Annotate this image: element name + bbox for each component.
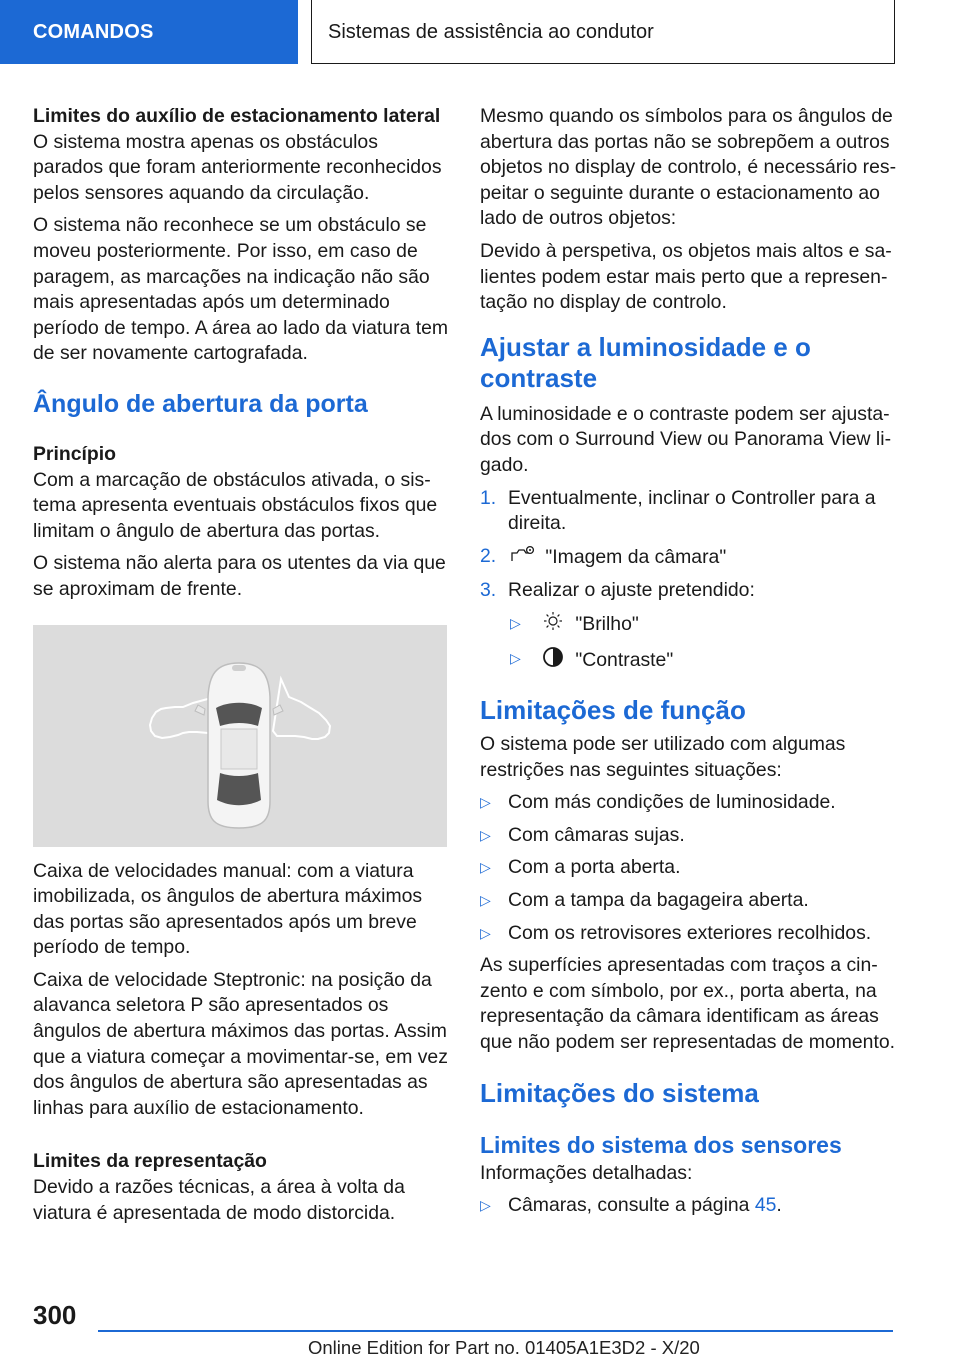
right-mirror xyxy=(273,705,283,715)
triangle-bullet-icon: ▷ xyxy=(510,614,521,631)
intro-paragraph-2: Devido à perspetiva, os objetos mais altos e salientes podem estar mais perto que a representação no display de controlo. xyxy=(480,239,892,314)
principle-paragraph-2: O sistema não alerta para os utentes da via que se aproximam de frente. xyxy=(33,552,446,600)
step-number: 1. xyxy=(480,486,497,509)
rear-window xyxy=(217,773,261,805)
page-number: 300 xyxy=(33,1300,77,1330)
function-limits-list xyxy=(480,790,900,946)
car-top-view-illustration xyxy=(33,625,447,847)
camera-settings-icon xyxy=(508,544,538,572)
substep-item xyxy=(480,646,900,676)
details-label: Informações detalhadas: xyxy=(480,1161,693,1184)
list-item: ▷ Com más condições de luminosidade. xyxy=(480,790,900,816)
left-column xyxy=(33,104,451,1233)
brightness-paragraph: A luminosidade e o contraste podem ser ajustados com o Surround View ou Panorama View ligado. xyxy=(480,402,892,476)
brightness-heading: Ajustar a luminosidade e o contraste xyxy=(480,331,811,393)
triangle-bullet-icon: ▷ xyxy=(480,1197,491,1214)
sensor-limits-heading: Limites do sistema dos sensores xyxy=(480,1131,842,1158)
triangle-bullet-icon: ▷ xyxy=(480,892,491,909)
triangle-bullet-icon: ▷ xyxy=(480,859,491,876)
limits-heading: Limites do auxílio de estacionamento lateral xyxy=(33,105,441,127)
details-list xyxy=(480,1193,900,1219)
limits-paragraph-2: O sistema não reconhece se um obstáculo se moveu posteriormente. Por isso, em caso de paragem, as marcações na indicação não são mais apresentadas após um determinado período de tempo. A área ao lado da viatura tem de ser novamente cartografada. xyxy=(33,214,449,365)
triangle-bullet-icon: ▷ xyxy=(480,826,491,843)
principle-heading: Princípio xyxy=(33,442,116,465)
windshield xyxy=(216,702,262,725)
footer-rule xyxy=(98,1330,893,1332)
triangle-bullet-icon: ▷ xyxy=(480,924,491,941)
steptronic-paragraph: Caixa de velocidade Steptronic: na posição da alavanca seletora P são apresentados os ângulos de abertura máximos das portas. Assim que a viatura começar a movimentar-se, em vez dos ângulos de abertura são apresentadas as linhas para auxílio de estacionamento. xyxy=(33,968,448,1119)
substep-item xyxy=(480,611,900,639)
limits-paragraph-1: O sistema mostra apenas os obstáculos parados que foram anteriormente reconhecidos pelos sensores aquando da circulação. xyxy=(33,130,442,204)
function-limits-heading: Limitações de função xyxy=(480,695,746,726)
contrast-icon xyxy=(538,646,568,676)
step-text: "Imagem da câmara" xyxy=(545,545,727,568)
section-tab: COMANDOS xyxy=(0,0,298,64)
principle-paragraph-1: Com a marcação de obstáculos ativada, o sistema apresenta eventuais obstáculos fixos que limitam o ângulo de abertura das portas. xyxy=(33,468,438,542)
footer-edition: Online Edition for Part no. 01405A1E3D2 - X/20 xyxy=(308,1337,700,1358)
step-text: Realizar o ajuste pretendido: xyxy=(508,579,755,602)
triangle-bullet-icon: ▷ xyxy=(510,649,521,666)
triangle-bullet-icon: ▷ xyxy=(480,794,491,811)
chapter-tab: Sistemas de assistência ao condutor xyxy=(311,0,895,64)
system-limits-heading: Limitações do sistema xyxy=(480,1077,759,1108)
function-limits-paragraph: O sistema pode ser utilizado com algumas restrições nas seguintes situações: xyxy=(480,733,846,781)
sun-icon xyxy=(538,611,568,639)
step-text: Eventualmente, inclinar o Controller para a direita. xyxy=(508,486,876,535)
list-item: ▷ Com os retrovisores exteriores recolhidos. xyxy=(480,921,900,947)
car-roof xyxy=(221,729,257,769)
list-item: ▷ Câmaras, consulte a página 45. xyxy=(480,1193,900,1219)
manual-gearbox-paragraph: Caixa de velocidades manual: com a viatura imobilizada, os ângulos de abertura máximos das portas são apresentados após um breve período de tempo. xyxy=(33,859,423,959)
car-hood-badge xyxy=(232,665,246,671)
right-column xyxy=(480,104,900,1226)
cameras-text: Câmaras, consulte a página xyxy=(508,1194,755,1217)
substep-text: "Brilho" xyxy=(575,612,639,635)
function-limits-paragraph-2: As superfícies apresentadas com traços a cinzento e com símbolo, por ex., porta aberta, na representação da câmara identificam as áreas que não podem ser representadas de momento. xyxy=(480,954,896,1054)
car-door-figure xyxy=(33,625,447,847)
list-item: ▷ Com a porta aberta. xyxy=(480,855,900,881)
intro-paragraph-1: Mesmo quando os símbolos para os ângulos de abertura das portas não se sobrepõem a outros objetos no display de controlo, é necessário respeitar o seguinte durante o estacionamento ao lado de outros objetos: xyxy=(480,105,897,230)
list-item: ▷ Com a tampa da bagageira aberta. xyxy=(480,888,900,914)
representation-paragraph: Devido a razões técnicas, a área à volta da viatura é apresentada de modo distorcida. xyxy=(33,1176,405,1224)
step-item xyxy=(480,578,900,604)
list-item: ▷ Com câmaras sujas. xyxy=(480,823,900,849)
left-mirror xyxy=(195,705,205,715)
door-angle-heading: Ângulo de abertura da porta xyxy=(33,389,368,418)
page-reference-link[interactable]: 45 xyxy=(754,1194,777,1217)
steps-list xyxy=(480,486,900,676)
step-item xyxy=(480,486,900,537)
representation-heading: Limites da representação xyxy=(33,1150,267,1173)
step-number: 2. xyxy=(480,544,497,567)
step-item xyxy=(480,544,900,572)
step-number: 3. xyxy=(480,579,497,602)
substep-text: "Contraste" xyxy=(575,648,674,671)
